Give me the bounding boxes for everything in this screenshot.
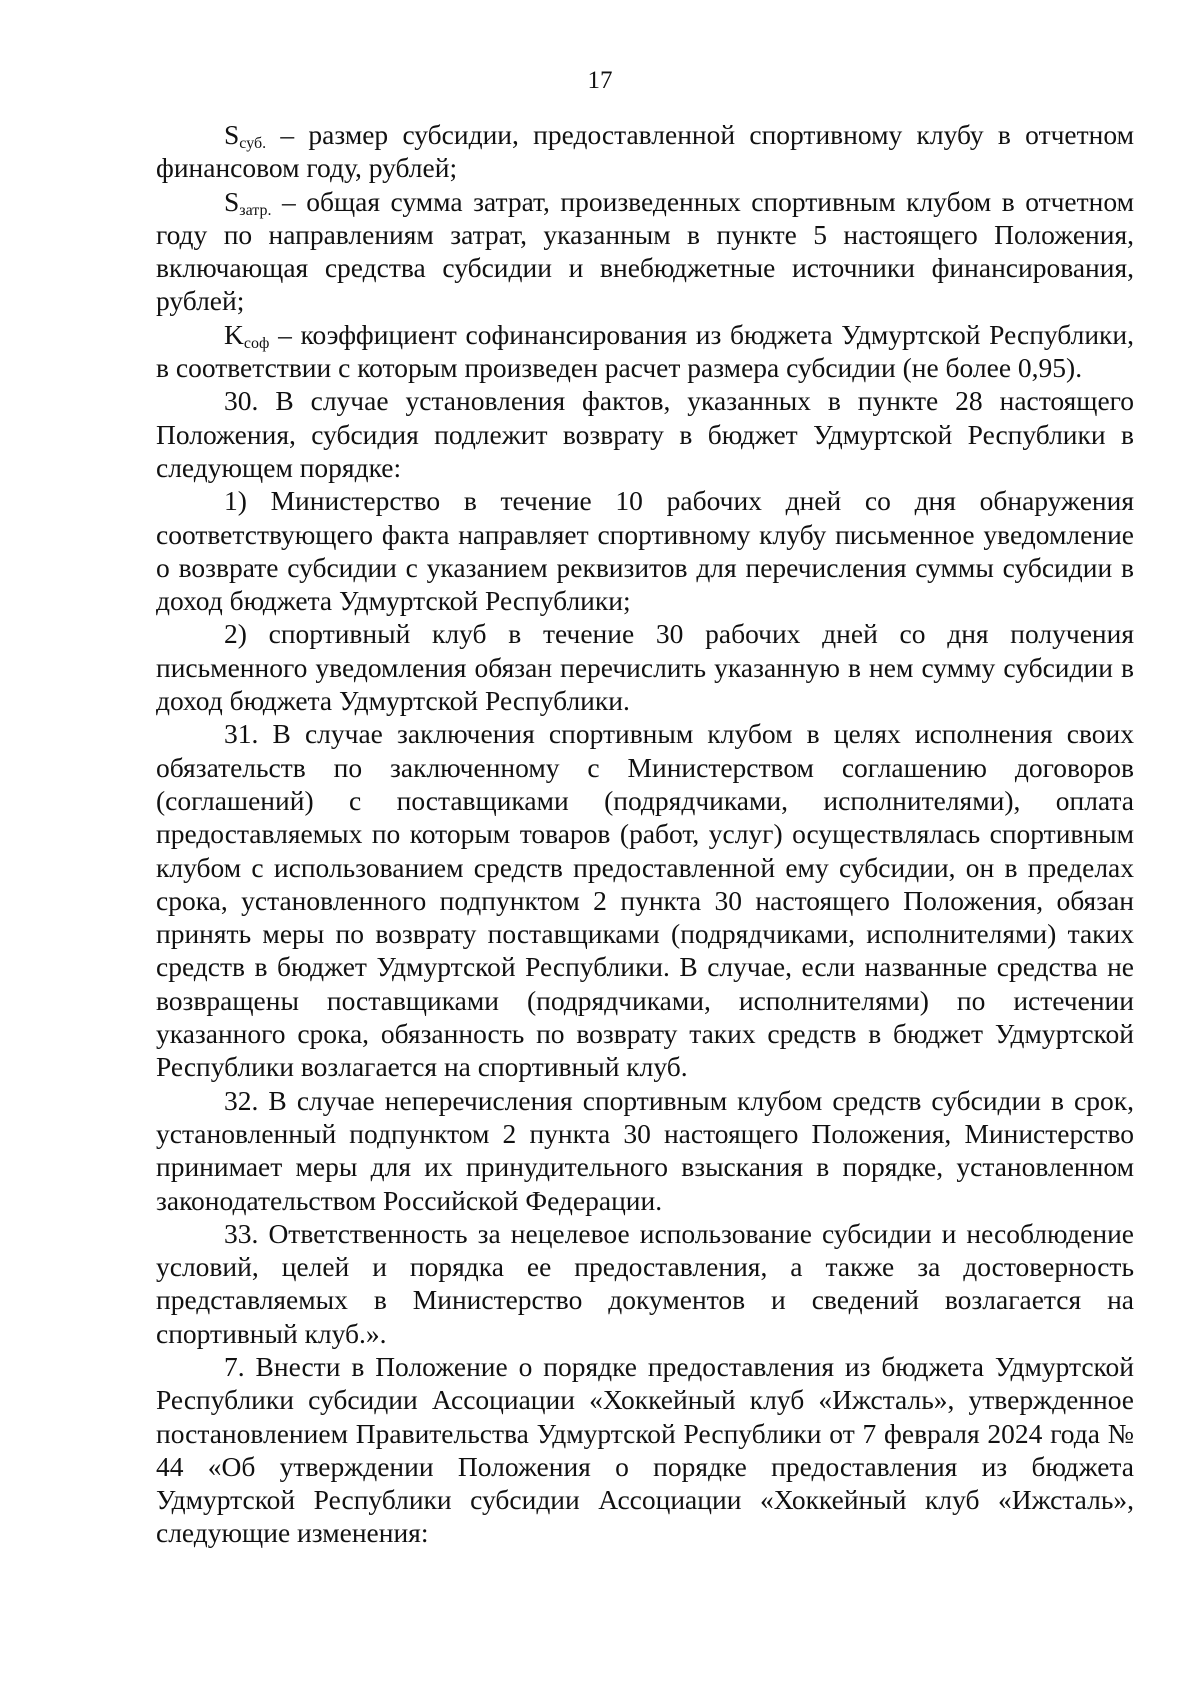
page-number: 17 bbox=[587, 67, 613, 94]
formula-symbol: S bbox=[224, 119, 240, 150]
definition-text: – размер субсидии, предоставленной спортивному клубу в отчетном финансовом году, рублей; bbox=[156, 119, 1134, 184]
definition-k-sof bbox=[156, 318, 1134, 385]
paragraph-31: 31. В случае заключения спортивным клубом в целях исполнения своих обязательств по заключенному с Министерством соглашению договоров (соглашений) с поставщиками (подрядчиками, исполнителями), оплата предоставляемых по которым товаров (работ, услуг) осуществлялась спортивным клубом с использованием средств предоставленной ему субсидии, он в пределах срока, установленного подпунктом 2 пункта 30 настоящего Положения, обязан принять меры по возврату поставщиками (подрядчиками, исполнителями) таких средств в бюджет Удмуртской Республики. В случае, если названные средства не возвращены поставщиками (подрядчиками, исполнителями) по истечении указанного срока, обязанность по возврату таких средств в бюджет Удмуртской Республики возлагается на спортивный клуб. bbox=[156, 718, 1134, 1083]
paragraph-30-item-1: 1) Министерство в течение 10 рабочих дней со дня обнаружения соответствующего факта направляет спортивному клубу письменное уведомление о возврате субсидии с указанием реквизитов для перечисления суммы субсидии в доход бюджета Удмуртской Республики; bbox=[156, 485, 1134, 617]
definition-s-zatr bbox=[156, 185, 1134, 318]
paragraph-30: 30. В случае установления фактов, указанных в пункте 28 настоящего Положения, субсидия подлежит возврату в бюджет Удмуртской Республики в следующем порядке: bbox=[156, 385, 1134, 483]
formula-subscript: затр. bbox=[239, 201, 272, 219]
paragraph-32: 32. В случае неперечисления спортивным клубом средств субсидии в срок, установленный подпунктом 2 пункта 30 настоящего Положения, Министерство принимает меры для их принудительного взыскания в порядке, установленном законодательством Российской Федерации. bbox=[156, 1084, 1134, 1216]
formula-symbol: K bbox=[224, 318, 244, 350]
paragraph-7: 7. Внести в Положение о порядке предоставления из бюджета Удмуртской Республики субсидии Ассоциации «Хоккейный клуб «Ижсталь», утвержденное постановлением Правительства Удмуртской Республики от 7 февраля 2024 года № 44 «Об утверждении Положения о порядке предоставления из бюджета Удмуртской Республики субсидии Ассоциации «Хоккейный клуб «Ижсталь», следующие изменения: bbox=[156, 1350, 1134, 1549]
paragraph-30-item-2: 2) спортивный клуб в течение 30 рабочих дней со дня получения письменного уведомления обязан перечислить указанную в нем сумму субсидии в доход бюджета Удмуртской Республики. bbox=[156, 618, 1134, 717]
formula-subscript: соф bbox=[243, 334, 270, 352]
formula-symbol: S bbox=[224, 185, 240, 217]
formula-subscript: суб. bbox=[239, 135, 267, 152]
document-body bbox=[156, 118, 1134, 1550]
paragraph-33: 33. Ответственность за нецелевое использование субсидии и несоблюдение условий, целей и порядка ее предоставления, а также за достоверность представляемых в Министерство документов и сведений возлагается на спортивный клуб.». bbox=[156, 1217, 1134, 1349]
definition-s-sub bbox=[156, 118, 1134, 185]
definition-text: – общая сумма затрат, произведенных спортивным клубом в отчетном году по направлениям затрат, указанным в пункте 5 настоящего Положения, включающая средства субсидии и внебюджетные источники финансирования, рублей; bbox=[156, 185, 1134, 317]
definition-text: – коэффициент софинансирования из бюджета Удмуртской Республики, в соответствии с которым произведен расчет размера субсидии (не более 0,95). bbox=[156, 318, 1134, 384]
